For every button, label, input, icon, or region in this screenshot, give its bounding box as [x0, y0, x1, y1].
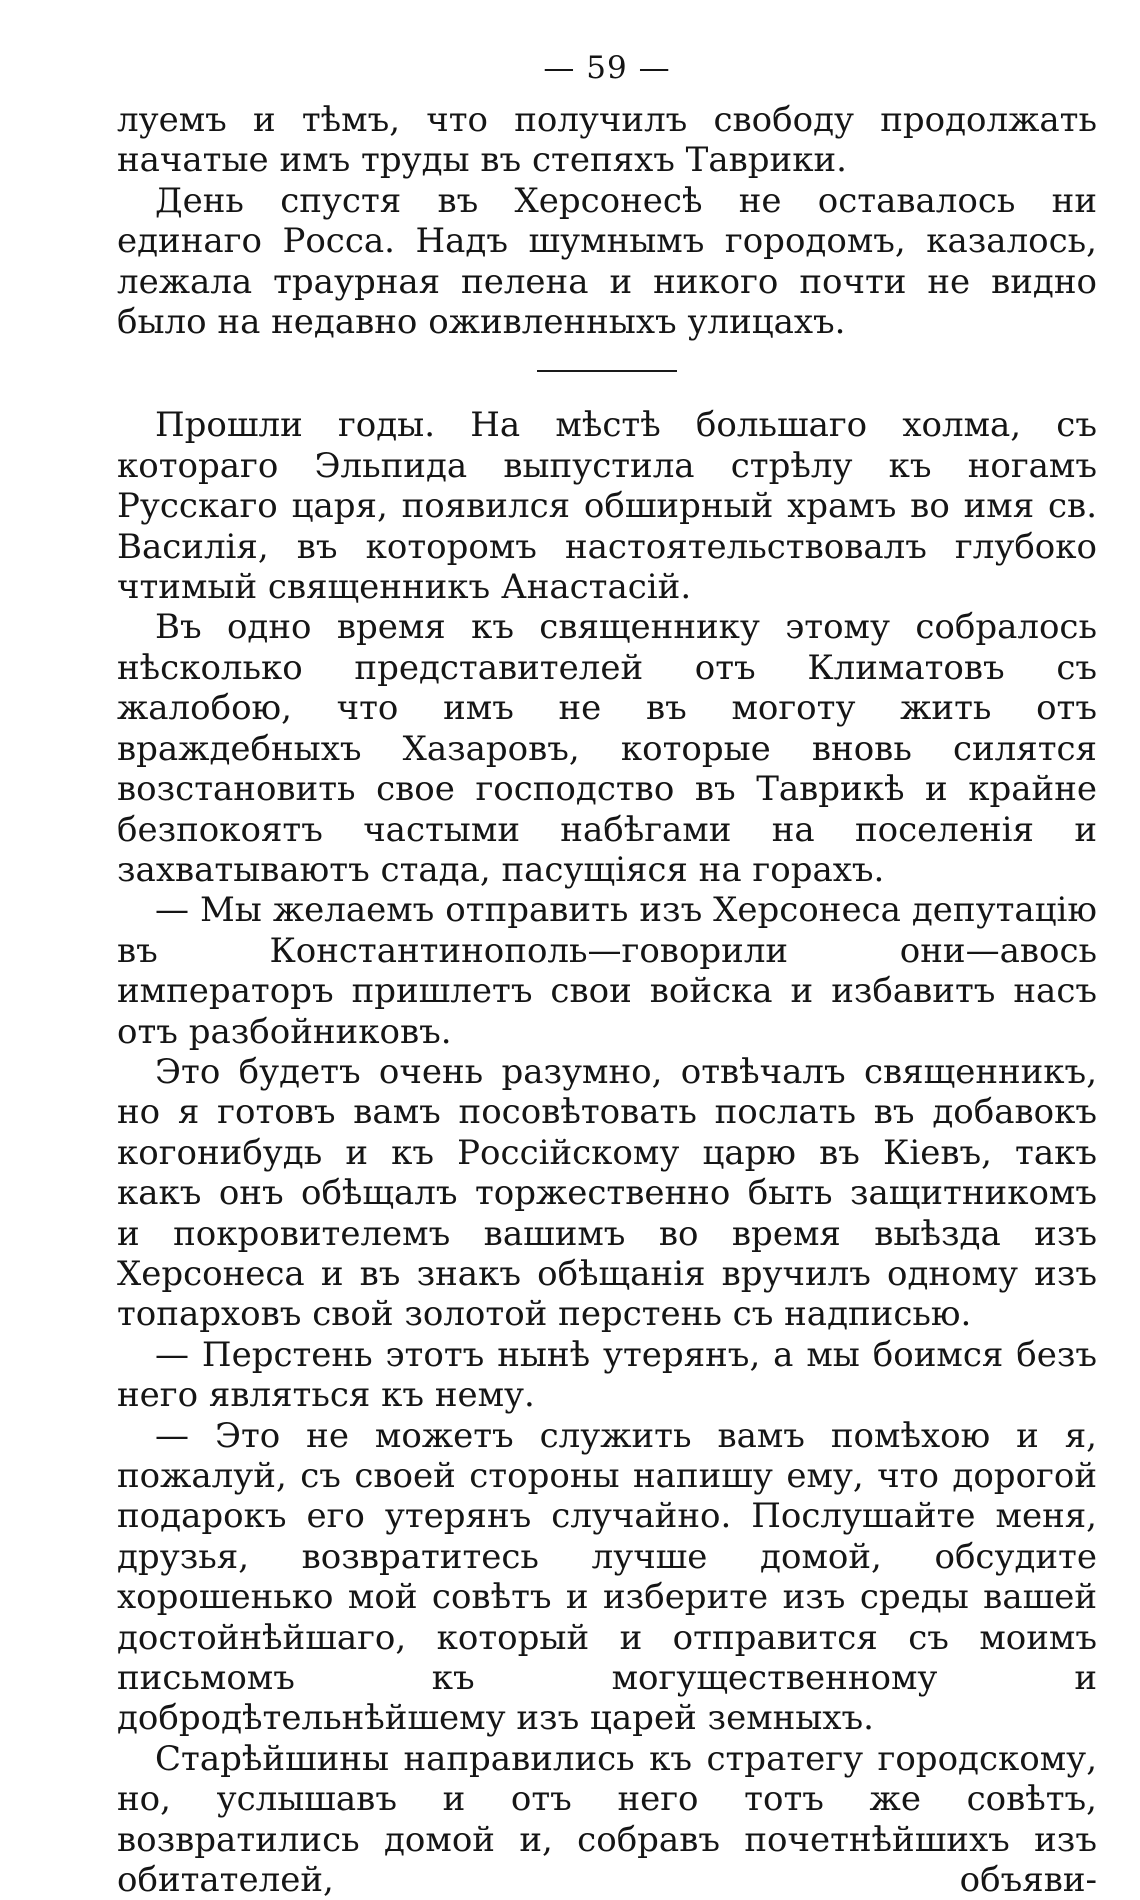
text-block-1	[117, 100, 1097, 342]
book-page	[117, 48, 1097, 1900]
paragraph: — Мы желаемъ отправить изъ Херсонеса депутацію въ Константинополь—говорили они—авось императоръ пришлетъ свои войска и избавитъ насъ отъ разбойниковъ.	[117, 890, 1097, 1052]
paragraph: — Это не можетъ служить вамъ помѣхою и я, пожалуй, съ своей стороны напишу ему, что дорогой подарокъ его утерянъ случайно. Послушайте меня, друзья, возвратитесь лучше домой, обсудите хорошенько мой совѣтъ и изберите изъ среды вашей достойнѣйшаго, который и отправится съ моимъ письмомъ къ могущественному и добродѣтельнѣйшему изъ царей земныхъ.	[117, 1415, 1097, 1739]
paragraph: луемъ и тѣмъ, что получилъ свободу продолжать начатые имъ труды въ степяхъ Таврики.	[117, 100, 1097, 181]
section-separator	[537, 370, 677, 372]
paragraph: — Перстень этотъ нынѣ утерянъ, а мы боимся безъ него являться къ нему.	[117, 1334, 1097, 1416]
paragraph: Въ одно время къ священнику этому собралось нѣсколько представителей отъ Климатовъ съ жалобою, что имъ не въ моготу жить отъ враждебныхъ Хазаровъ, которые вновь силятся возстановить свое господство въ Таврикѣ и крайне безпокоятъ частыми набѣгами на поселенія и захватываютъ стада, пасущіяся на горахъ.	[117, 607, 1097, 890]
paragraph: Прошли годы. На мѣстѣ большаго холма, съ котораго Эльпида выпустила стрѣлу къ ногамъ Русскаго царя, появился обширный храмъ во имя св. Василія, въ которомъ настоятельствовалъ глубоко чтимый священникъ Анастасій.	[117, 405, 1097, 608]
page-number: — 59 —	[543, 50, 671, 86]
paragraph: День спустя въ Херсонесѣ не оставалось ни единаго Росса. Надъ шумнымъ городомъ, казалось, лежала траурная пелена и никого почти не видно было на недавно оживленныхъ улицахъ.	[117, 180, 1097, 343]
paragraph: Это будетъ очень разумно, отвѣчалъ священникъ, но я готовъ вамъ посовѣтовать послать въ добавокъ когонибудь и къ Россійскому царю въ Кіевъ, такъ какъ онъ обѣщалъ торжественно быть защитникомъ и покровителемъ вашимъ во время выѣзда изъ Херсонеса и въ знакъ обѣщанія вручилъ одному изъ топарховъ свой золотой перстень съ надписью.	[117, 1051, 1097, 1335]
text-block-2	[117, 405, 1097, 1900]
paragraph: Старѣйшины направились къ стратегу городскому, но, услышавъ и отъ него тотъ же совѣтъ, возвратились домой и, собравъ почетнѣйшихъ изъ обитателей, объяви-	[117, 1738, 1097, 1900]
